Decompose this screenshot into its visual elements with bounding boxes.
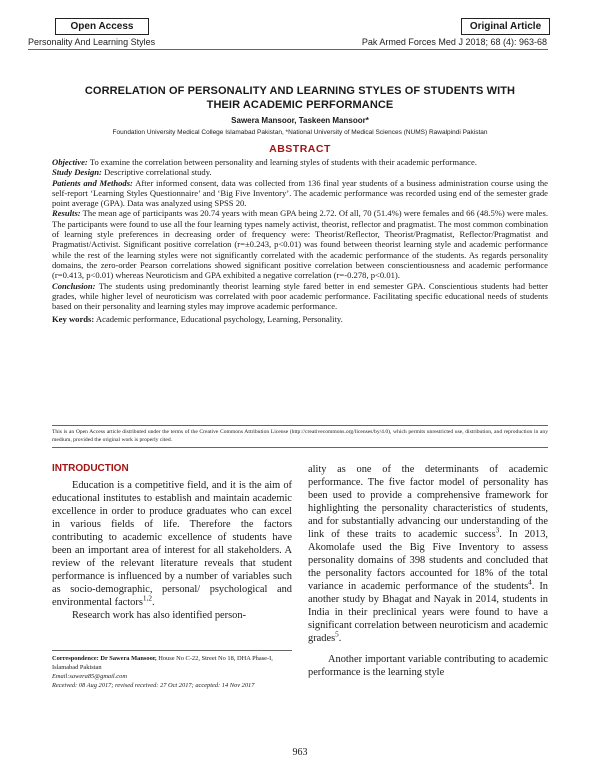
authors: Sawera Mansoor, Taskeen Mansoor* <box>231 116 369 125</box>
introduction-heading: INTRODUCTION <box>52 463 129 474</box>
footnote-rule <box>52 650 292 651</box>
intro-paragraph-3: ality as one of the determinants of academic performance. The five factor model of personality has been used to provide a comprehensive framework for highlighting the personality characteristics of students, and for substantially advancing our understanding of the link of these traits to academic success$^3$. In 2013, Akomolafe used the Big Five Inventory to assess personality domains of 398 students and concluded that the personality factors accounted for 18% of the total variance in academic performance of the students$^4$. In another study by Bhagat and Nayak in 2014, students in India in their preclinical years were found to have a significant correlation between neuroticism and academic grades$^5$. <box>308 464 549 644</box>
abstract-keywords: Key words: Academic performance, Educational psychology, Learning, Personality. <box>52 314 343 325</box>
received-dates: Received: 08 Aug 2017; revised received: 27 Oct 2017; accepted: 14 Nov 2017 <box>52 682 255 689</box>
correspondence-address: Correspondence: Dr Sawera Mansoor, House No C-22, Street No 18, DHA Phase-I, Islamabad Pakistan <box>52 655 273 671</box>
article-title <box>28 84 572 112</box>
correspondence-email: Email:sawera85@gmail.com <box>52 673 127 680</box>
intro-right-column <box>308 463 548 679</box>
journal-citation: Pak Armed Forces Med J 2018; 68 (4): 963-68 <box>361 37 547 47</box>
intro-paragraph-1: Education is a competitive field, and it is the aim of educational institutes to establish and maintain academic excellence in order to produce graduates who can excel in various fields of life. Therefore the factors contributing to academic excellence of students have been an important area of interest for all stakeholders. A review of the relevant literature reveals that student performance is influenced by a number of variables such as socio-demographic, personal/ psychological and environmental factors$^{1,2}$. <box>52 480 292 608</box>
intro-paragraph-2: Research work has also identified person- <box>72 610 246 621</box>
citation-ref: 1,2 <box>142 594 152 603</box>
running-title: Personality And Learning Styles <box>28 37 156 47</box>
intro-left-column <box>52 479 292 622</box>
license-rule-bottom <box>52 447 548 448</box>
citation-ref: 3 <box>495 526 500 535</box>
abstract-design: Study Design: Descriptive correlational study. <box>52 167 212 178</box>
correspondence-footnote <box>52 654 292 690</box>
citation-ref: 4 <box>528 578 532 587</box>
license-rule-top <box>52 425 548 426</box>
abstract-body <box>52 157 548 325</box>
original-article-badge: Original Article <box>461 18 550 35</box>
abstract-methods: Patients and Methods: After informed consent, data was collected from 136 final year students of a business administration course using the self-report ‘Learning Styles Questionnaire’ and ‘Big Five Inventory’. The academic performance was recorded using end of the semester grade point average (GPA). Data was analyzed using SPSS 20. <box>52 177 548 209</box>
open-access-badge: Open Access <box>55 18 149 35</box>
header-rule <box>28 49 548 50</box>
citation-ref: 5 <box>335 630 339 639</box>
affiliation: Foundation University Medical College Islamabad Pakistan, *National University of Medical Sciences (NUMS) Rawalpindi Pakistan <box>112 129 488 136</box>
abstract-heading: ABSTRACT <box>269 143 331 155</box>
license-note: This is an Open Access article distributed under the terms of the Creative Commons Attribution License (http://creativecommons.org/licenses/by/4.0), which permits unrestricted use, distribution, and reproduction in any medium, provided the original work is properly cited. <box>52 429 548 443</box>
intro-paragraph-4: Another important variable contributing to academic performance is the learning style <box>308 654 548 678</box>
title-line-1: CORRELATION OF PERSONALITY AND LEARNING STYLES OF STUDENTS WITH <box>84 85 516 97</box>
page-number: 963 <box>292 747 308 758</box>
abstract-objective: Objective: To examine the correlation between personality and learning styles of students with their academic performance. <box>52 157 477 167</box>
abstract-results: Results: The mean age of participants was 20.74 years with mean GPA being 2.72. Of all, 70 (51.4%) were females and 66 (48.5%) were males. The participants were found to use all the four learning types namely activist, theorist, reflector and pragmatist. The most common combination of learning style preferences in decreasing order of frequency were: Theorist/Reflector, Theorist/Pragmatist, Reflector/Pragmatist and Pragmatist/Activist. Significant positive correlation (r=±0.243, p<0.01) was found between theorist learning style and academic performance while the rest of the learning styles were not significantly correlated with the academic performance of the students. As regards personality domains, the zero-order Pearson correlations showed significant positive correlation between conscientiousness and academic performance (r=0.413, p<0.01) whereas Neuroticism and GPA exhibited a negative correlation (r=-0.278, p<0.01). <box>52 208 548 281</box>
abstract-conclusion: Conclusion: The students using predominantly theorist learning style fared better in end semester GPA. Conscientious students had better grades, while higher level of neuroticism was correlated with poor academic performance. Facilitating specific educational needs of students based on their personality and learning styles may improve academic performance. <box>52 280 548 312</box>
title-line-2: THEIR ACADEMIC PERFORMANCE <box>206 99 394 111</box>
